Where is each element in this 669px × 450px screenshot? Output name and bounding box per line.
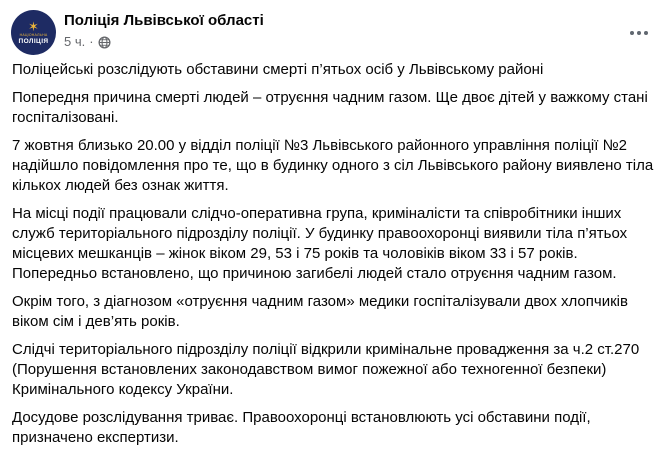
post-header bbox=[0, 0, 669, 55]
header-texts bbox=[64, 10, 623, 50]
post-paragraph: На місці події працювали слідчо-оперативна група, криміналісти та співробітники інших служб територіального підрозділу поліції. У будинку правоохоронці виявили тіла п’ятьох місцевих мешканців – жінок віком 29, 53 і 75 років та чоловіків віком 33 і 57 років. Попередньо встановлено, що причиною загибелі людей стало отруєння чадним газом. bbox=[12, 205, 632, 282]
post-paragraph: Поліцейські розслідують обставини смерті п’ятьох осіб у Львівському районі bbox=[12, 61, 544, 78]
meta-separator: · bbox=[89, 34, 94, 49]
post-paragraph: Окрім того, з діагнозом «отруєння чадним газом» медики госпіталізували двох хлопчиків віком сім і дев’ять років. bbox=[12, 293, 633, 330]
ellipsis-dot bbox=[630, 31, 634, 35]
avatar-text-line2: ПОЛІЦІЯ bbox=[18, 38, 49, 45]
post-paragraph: 7 жовтня близько 20.00 у відділ поліції №3 Львівського районного управління поліції №2 надійшло повідомлення про те, що в будинку одного з сіл Львівського району виявлено тіла кількох людей без ознак життя. bbox=[12, 137, 658, 194]
post-paragraph: Досудове розслідування триває. Правоохоронці встановлюють усі обставини події, призначено експертизи. bbox=[12, 409, 595, 446]
page-name-link[interactable]: Поліція Львівської області bbox=[64, 12, 264, 29]
globe-privacy-icon bbox=[98, 36, 111, 49]
police-star-badge-icon: ✶ bbox=[28, 19, 39, 34]
avatar-text-line1: НАЦІОНАЛЬНА bbox=[19, 33, 48, 37]
page-avatar[interactable] bbox=[11, 10, 56, 55]
post-text bbox=[0, 55, 669, 448]
post-timestamp[interactable]: 5 ч. bbox=[64, 34, 86, 49]
post-paragraph: Слідчі територіального підрозділу поліції відкрили кримінальне провадження за ч.2 ст.270 (Порушення встановлених законодавством вимог пожежної або техногенної безпеки) Кримінального кодексу України. bbox=[12, 341, 644, 398]
post-paragraph: Попередня причина смерті людей – отруєння чадним газом. Ще двоє дітей у важкому стані госпіталізовані. bbox=[12, 89, 652, 126]
ellipsis-dot bbox=[644, 31, 648, 35]
post-meta bbox=[64, 34, 623, 50]
more-options-button[interactable] bbox=[623, 20, 655, 46]
ellipsis-dot bbox=[637, 31, 641, 35]
